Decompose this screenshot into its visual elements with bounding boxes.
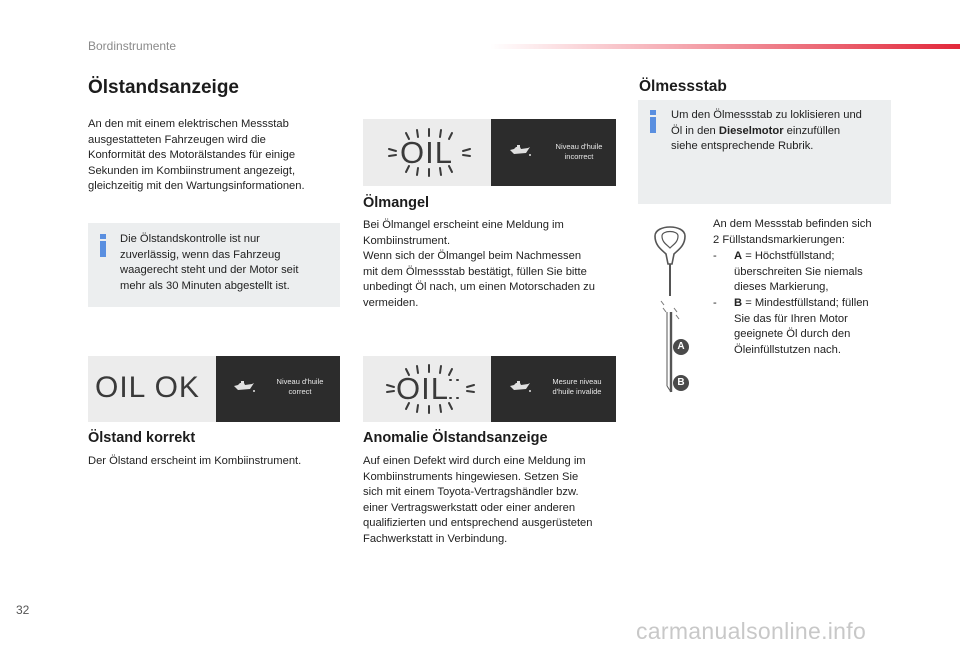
intro-paragraph xyxy=(88,117,338,195)
info-line: Um den Ölmessstab zu loklisieren und xyxy=(671,109,862,121)
oil-ok-text: OIL OK xyxy=(95,371,200,404)
info-line: zuverlässig, wenn das Fahrzeug xyxy=(120,248,281,261)
intro-line: gleichzeitig mit den Wartungsinformationen. xyxy=(88,180,305,193)
intro-line: ausgestatteten Fahrzeugen wird die xyxy=(88,133,266,146)
oil-can-icon xyxy=(508,380,532,394)
dipstick-item-a xyxy=(713,249,893,296)
oil-correct-text: Der Ölstand erscheint im Kombiinstrument. xyxy=(88,455,302,467)
oil-low-line: Wenn sich der Ölmangel beim Nachmessen xyxy=(363,250,582,263)
oil-low-line: Kombiinstrument. xyxy=(363,234,451,247)
info-icon xyxy=(650,110,656,133)
panel-message-line: d'huile invalide xyxy=(552,387,602,396)
intro-line: Sekunden im Kombiinstrument angezeigt, xyxy=(88,164,296,177)
page-title: Ölstandsanzeige xyxy=(88,77,239,98)
item-a-line xyxy=(734,249,893,265)
item-b-line: geeignete Öl durch den xyxy=(734,328,851,341)
intro-line: Konformität des Motorälstandes für einige xyxy=(88,149,296,162)
oil-can-icon xyxy=(508,144,532,158)
item-b-line xyxy=(734,296,893,312)
info-box-level-check xyxy=(88,223,340,307)
info-icon xyxy=(100,234,106,257)
intro-line: An den mit einem elektrischen Messstab xyxy=(88,118,289,130)
oil-low-text: OIL xyxy=(400,135,453,170)
oil-fault-line: einer Vertragswerkstatt oder einer anderen xyxy=(363,501,576,514)
oil-fault-line: Kombiinstruments hingewiesen. Setzen Sie xyxy=(363,470,579,483)
info-line: siehe entsprechende Rubrik. xyxy=(671,140,814,153)
oil-fault-text-block xyxy=(363,454,625,548)
dipstick-intro-line: 2 Füllstandsmarkierungen: xyxy=(713,233,845,246)
info-line-text: Öl in den xyxy=(671,124,719,137)
watermark: carmanualsonline.info xyxy=(636,618,867,644)
section-label: Bordinstrumente xyxy=(88,39,177,53)
oil-fault-line: sich mit einem Toyota-Vertragshändler bzw. xyxy=(363,486,579,499)
header-accent-bar xyxy=(490,44,960,49)
list-dash: - xyxy=(713,297,717,309)
engine-type-bold: Dieselmotor xyxy=(718,124,784,137)
heading-dipstick: Ölmessstab xyxy=(639,78,727,95)
dipstick-illustration xyxy=(640,216,700,400)
panel-message-line: correct xyxy=(288,387,312,396)
page-number: 32 xyxy=(16,603,30,617)
panel-message-line: Niveau d'huile xyxy=(555,142,603,151)
item-a-line: dieses Markierung, xyxy=(734,281,829,294)
info-text xyxy=(120,232,332,294)
oil-fault-display xyxy=(363,356,616,422)
dipstick-item-b xyxy=(713,296,893,358)
info-line: Die Ölstandskontrolle ist nur xyxy=(120,233,260,245)
dipstick-description xyxy=(713,217,893,248)
oil-fault-message xyxy=(543,377,611,397)
oil-low-line: unbedingt Öl nach, um einen Motorschaden zu xyxy=(363,281,595,294)
oil-ok-display xyxy=(88,356,340,422)
dipstick-info-text xyxy=(671,108,886,155)
info-line: waagerecht steht und der Motor seit xyxy=(120,264,299,277)
list-dash: - xyxy=(713,250,717,262)
dipstick-intro-line: An dem Messstab befinden sich xyxy=(713,218,872,230)
heading-oil-low: Ölmangel xyxy=(363,195,430,211)
heading-oil-fault: Anomalie Ölstandsanzeige xyxy=(363,430,548,446)
oil-low-line: Bei Ölmangel erscheint eine Meldung im xyxy=(363,219,564,231)
oil-fault-lcd xyxy=(363,356,491,422)
marker-b-badge: B xyxy=(673,375,689,391)
oil-low-line: mit dem Ölmessstab bestätigt, füllen Sie bitte xyxy=(363,265,587,278)
panel-message-line: Niveau d'huile xyxy=(276,377,324,386)
marker-a-badge: A xyxy=(673,339,689,355)
panel-message-line: incorrect xyxy=(564,152,594,161)
oil-low-message xyxy=(547,142,611,162)
item-b-line: Sie das für Ihren Motor xyxy=(734,312,848,325)
item-a-key: A xyxy=(734,250,743,262)
oil-ok-lcd xyxy=(88,356,216,422)
oil-fault-line: Fachwerkstatt in Verbindung. xyxy=(363,532,508,545)
heading-oil-correct: Ölstand korrekt xyxy=(88,430,196,446)
item-a-text: = Höchstfüllstand; xyxy=(742,250,835,262)
oil-can-icon xyxy=(232,380,256,394)
oil-low-line: vermeiden. xyxy=(363,296,419,309)
oil-fault-line: Auf einen Defekt wird durch eine Meldung im xyxy=(363,455,586,467)
oil-low-text-block xyxy=(363,218,619,312)
info-line-text: einzufüllen xyxy=(783,124,841,137)
item-b-key: B xyxy=(734,297,743,309)
oil-ok-message xyxy=(268,377,332,397)
info-box-dipstick xyxy=(638,100,891,204)
item-b-line: Öleinfüllstutzen nach. xyxy=(734,343,841,356)
oil-fault-line: qualifizierten und entsprechend ausgerüsteten xyxy=(363,517,593,530)
oil-fault-text: OIL xyxy=(396,371,449,406)
info-line: mehr als 30 Minuten abgestellt ist. xyxy=(120,279,290,292)
item-b-text: = Mindestfüllstand; füllen xyxy=(742,297,869,309)
oil-low-lcd xyxy=(363,119,491,186)
oil-low-display xyxy=(363,119,616,186)
info-line xyxy=(671,124,886,140)
item-a-line: überschreiten Sie niemals xyxy=(734,265,863,278)
panel-message-line: Mesure niveau xyxy=(552,377,602,386)
